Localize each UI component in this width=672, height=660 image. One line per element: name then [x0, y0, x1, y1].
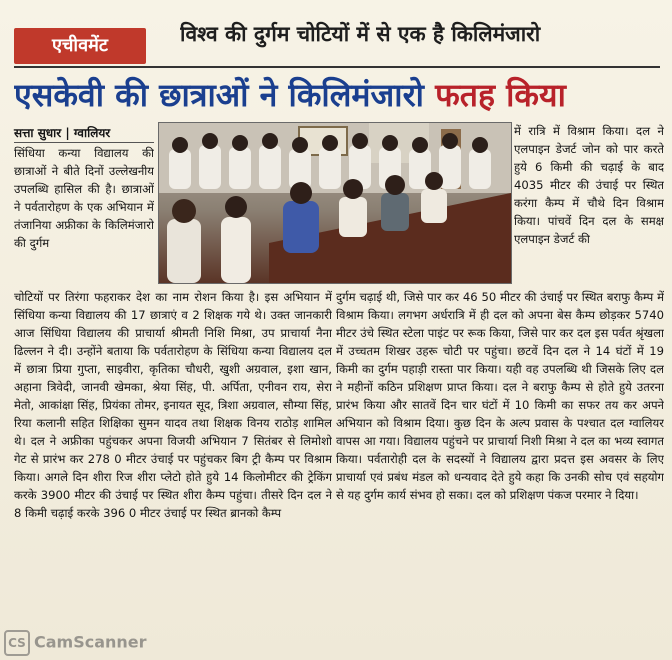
- byline: सत्ता सुधार | ग्वालियर: [14, 124, 154, 143]
- scanner-logo-icon: CS: [4, 630, 30, 656]
- kicker-headline: विश्व की दुर्गम चोटियों में से एक है किलिमंजारो: [180, 22, 541, 46]
- article-column-left-top: सिंधिया कन्या विद्यालय की छात्राओं ने बीते दिनों उल्लेखनीय उपलब्धि हासिल की है। छात्राओं ने पर्वतारोहण के एक अभियान में तंजानिया अफ्रीका के किलिमंजारो की दुर्गम: [14, 146, 154, 250]
- headline-part-2: फतह किया: [435, 76, 566, 114]
- article-column-left-bottom: चोटियों पर तिरंगा फहराकर देश का नाम रोशन किया है। इस अभियान में सिंधिया कन्या विद्यालय की 17 छात्राएं व 2 शिक्षक गये थे। उक्त जानकारी आज सिंधिया विद्यालय की प्राचार्या श्रीमती निशि मिश्रा, उप प्राचार्या नैना ढिल्लन ने दी। उन्होंने बताया कि पर्वतारोहण के सिंधिया कन्या विद्यालय दल में छात्रा प्रिया गुप्ता, साइवीरा, कृतिका चौधरी, खुशी अग्रवाल, इशा खान, अहाना त्रिवेदी, जानवी खेमका, श्रेया सिंह, पी. अर्पिता, एनीवन राय, सेरा मेतो, आकांक्षा सिंह, प्रियंका तोमर, इनायत सूद, त्रिशा अग्रवाल, सौम्या सिंह, रिया कलानी सहित शिक्षिका सुमन यादव तथा शिक्षक विनय राठोड़ शामिल थे। दल ने अफ्रीका पहुंचकर अपना विजयी अभियान 7 सितंबर से लिमोशो गेट से प्रारंभ कर 278 0 मीटर उंचाई पर पहुंचकर बिग ट्री कैम्प पर विश्राम किया। अगले दिन शीरा रिज शीरा प्लेटो होते हुये 14 किलोमीटर की ट्रेकिंग करके 3900 मीटर की उंचाई पर स्थित शीरा कैम्प पहुंचा। तीसरे दिन दल ने 8 किमी चढ़ाई करके 396 0 मीटर उंचाई पर स्थित ब्रानको कैम्प: [14, 290, 332, 520]
- watermark-text: CamScanner: [34, 632, 147, 652]
- section-tag: एचीवमेंट: [14, 28, 146, 64]
- article-column-right-bottom: दुर्गम चढ़ाई थी, जिसे पार कर 46 50 मीटर की उंचाई पर स्थित बराफु कैम्प में विश्राम किया। लगभग अर्धरात्रि में ही दल को अपना बेस कैम्प छोड़कर 5740 मीटर उंचे स्थित स्टेला पाइंट पर रूक किया, जिसे पार कर दल इस पर्वत श्रृंखला में उच्चतम शिखर उहरू चोटी पर पहुंचा। छटवें दिन दल ने 14 घंटों में 19 किमी का दुर्गम पहाड़ी रास्ता पार किया। यही वह उपलब्धि थी जिसके लिए दल ने महीनों कठिन प्रशिक्षण प्राप्त किया। दल ने बराफु कैम्प से होते हुये उतरना प्रारंभ किया और सातवें दिन चार घंटों में 10 किमी का सफर तय कर अपने अभियान को विश्राम दिया। कुछ दिन के अल्प प्रवास के पश्चात दल ग्वालियर वापस आ गया। विद्यालय पहुंचने पर प्राचार्या निशी मिश्रा ने दल का भव्य स्वागत किया। पर्वतारोही दल के सदस्यों ने विद्यालय द्वारा प्रदत्त इस अवसर के लिए प्राचार्या एवं प्रबंध मंडल को धन्यवाद देते हुये कहा कि उनकी सोच एवं सहयोग से यह दुर्गम कार्य संभव हो सका। दल को प्रशिक्षण पंकज परमार ने दिया।: [336, 290, 664, 502]
- headline-part-1: एसकेवी की छात्राओं ने किलिमंजारो: [14, 76, 424, 114]
- scanner-watermark: [4, 630, 184, 658]
- group-photo: [158, 122, 512, 284]
- article-column-right-top: में रात्रि में विश्राम किया। दल ने एलपाइन डेजर्ट जोन को पार करते हुये 6 किमी की चढ़ाई के बाद 4035 मीटर की उंचाई पर स्थित करंगा कैम्प में चौथे दिन विश्राम किया। पांचवें दिन दल के समक्ष एलपाइन डेजर्ट की: [514, 124, 664, 246]
- group-photo-illustration: [159, 123, 511, 283]
- main-headline: [14, 70, 662, 120]
- divider: [14, 66, 660, 68]
